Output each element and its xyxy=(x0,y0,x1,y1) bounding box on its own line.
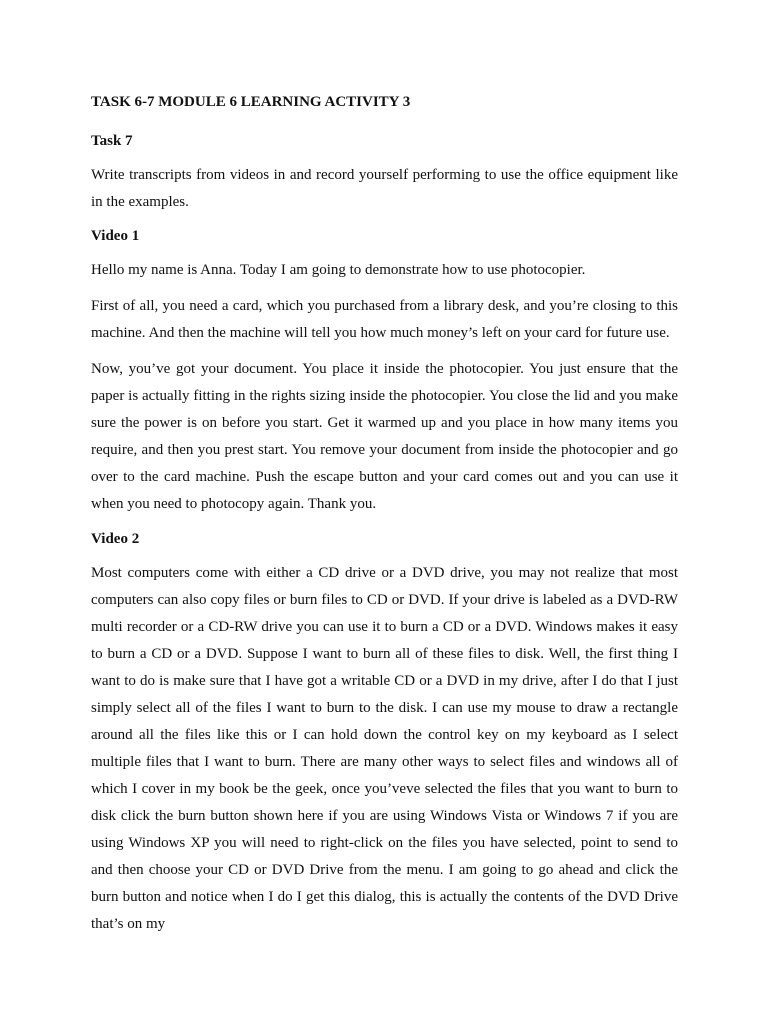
task-instruction: Write transcripts from videos in and record yourself performing to use the office equipment like in the examples. xyxy=(91,167,678,210)
task-heading: Task 7 xyxy=(91,133,133,149)
video1-paragraph-card: First of all, you need a card, which you purchased from a library desk, and you’re closing to this machine. And then the machine will tell you how much money’s left on your card for future use. xyxy=(91,298,678,341)
document-body xyxy=(91,92,678,938)
video1-paragraph-steps: Now, you’ve got your document. You place it inside the photocopier. You just ensure that the paper is actually fitting in the rights sizing inside the photocopier. You close the lid and you make sure the power is on before you start. Get it warmed up and you place in how many items you require, and then you prest start. You remove your document from inside the photocopier and go over to the card machine. Push the escape button and your card comes out and you can use it when you need to photocopy again. Thank you. xyxy=(91,361,678,512)
video2-heading: Video 2 xyxy=(91,531,140,547)
video2-paragraph-transcript: Most computers come with either a CD drive or a DVD drive, you may not realize that most computers can also copy files or burn files to CD or DVD. If your drive is labeled as a DVD-RW multi recorder or a CD-RW drive you can use it to burn a CD or a DVD. Windows makes it easy to burn a CD or a DVD. Suppose I want to burn all of these files to disk. Well, the first thing I want to do is make sure that I have got a writable CD or a DVD in my drive, after I do that I just simply select all of the files I want to burn to the disk. I can use my mouse to draw a rectangle around all the files like this or I can hold down the control key on my keyboard as I select multiple files that I want to burn. There are many other ways to select files and windows all of which I cover in my book be the geek, once you’veve selected the files that you want to burn to disk click the burn button shown here if you are using Windows Vista or Windows 7 if you are using Windows XP you will need to right-click on the files you have selected, point to send to and then choose your CD or DVD Drive from the menu. I am going to go ahead and click the burn button and notice when I do I get this dialog, this is actually the contents of the DVD Drive that’s on my xyxy=(91,565,678,932)
video1-paragraph-intro: Hello my name is Anna. Today I am going to demonstrate how to use photocopier. xyxy=(91,262,586,278)
video1-heading: Video 1 xyxy=(91,228,140,244)
document-title: TASK 6-7 MODULE 6 LEARNING ACTIVITY 3 xyxy=(91,94,411,110)
